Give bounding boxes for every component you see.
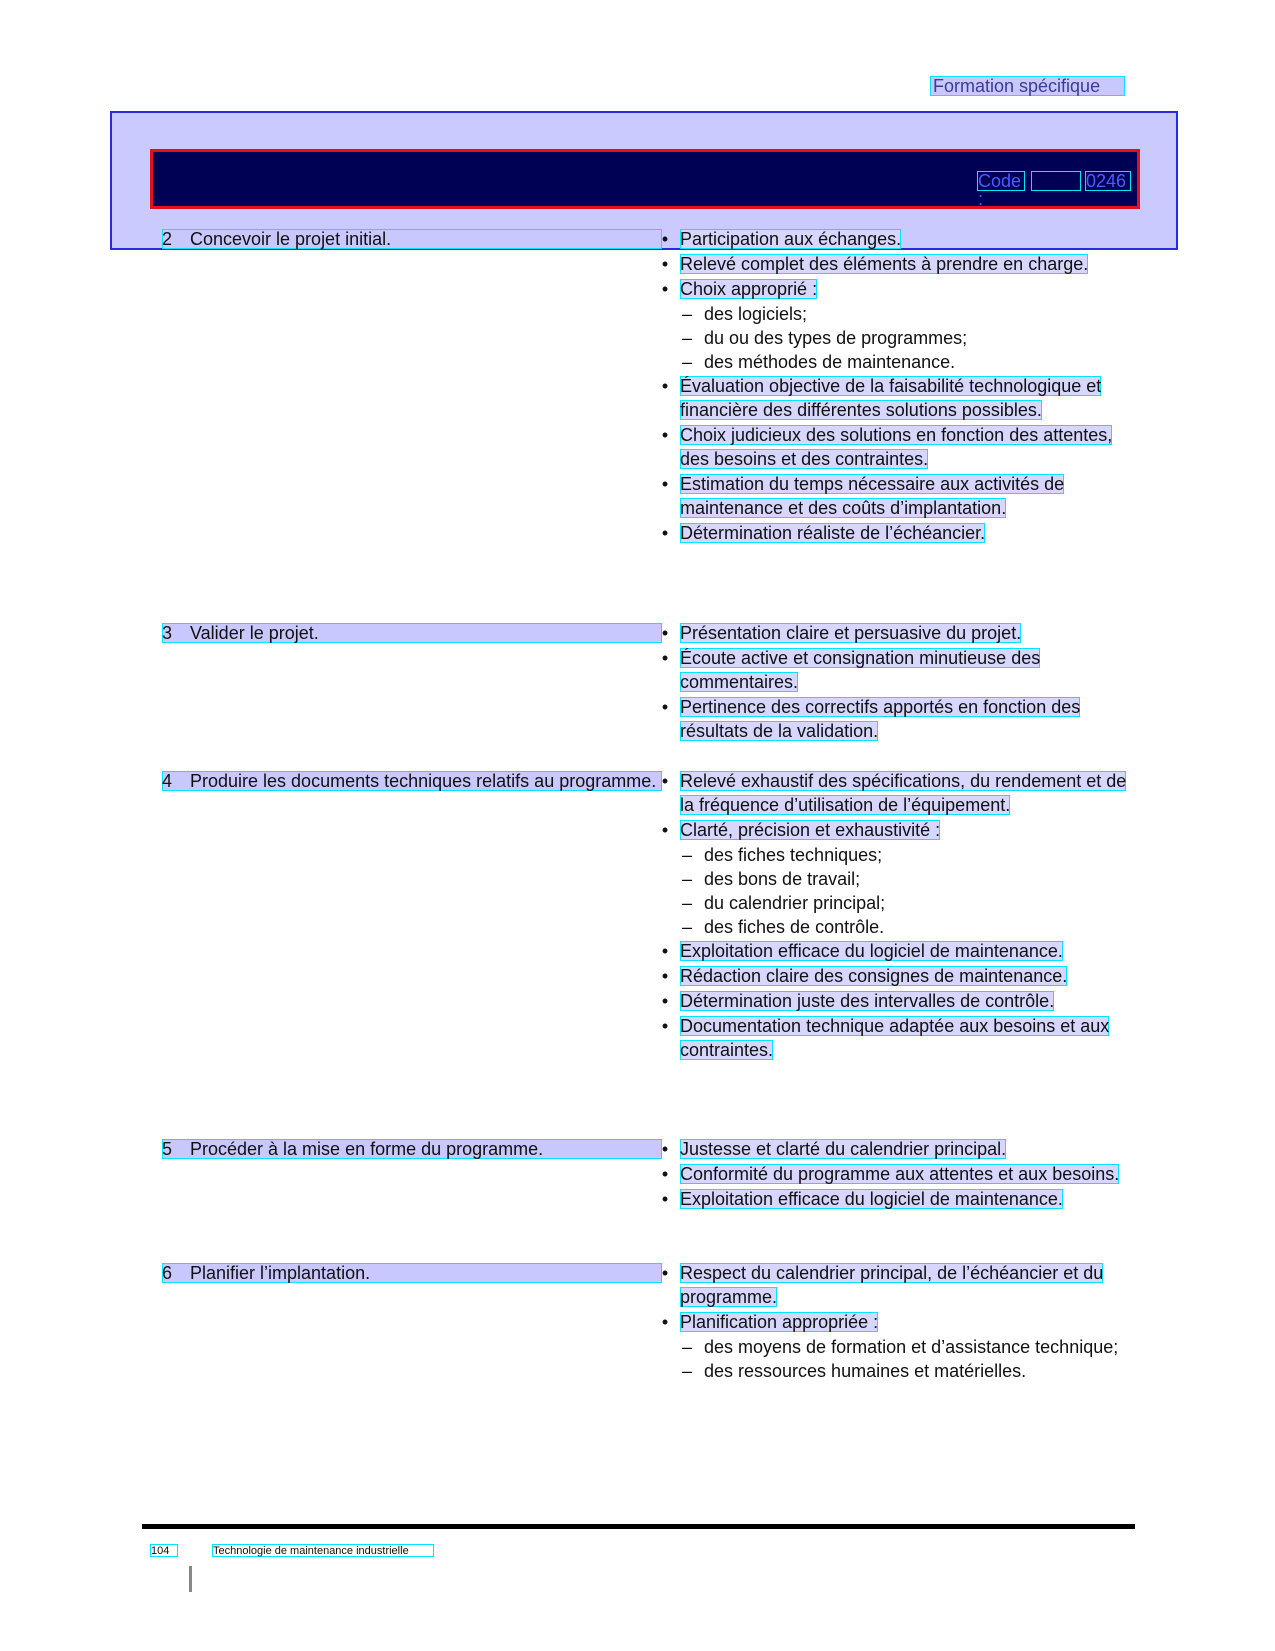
sub-criterion-item [658,867,1128,891]
bullet-icon: • [661,279,669,299]
criterion-text: Clarté, précision et exhaustivité : [680,820,941,840]
bullet-icon: • [661,474,669,494]
criterion-text: Détermination juste des intervalles de contrôle. [680,991,1055,1011]
sub-criterion-text: des logiciels; [704,304,808,324]
bullet-icon: • [661,966,669,986]
bullet-icon: • [661,425,669,445]
criterion-text: Documentation technique adaptée aux besoins et aux contraintes. [680,1016,1110,1060]
bullet-icon: • [661,1189,669,1209]
bullet-icon: • [661,1263,669,1283]
sub-criterion-item [658,350,1128,374]
dash-icon: – [682,328,693,348]
criteria-list [658,1261,1128,1383]
criterion-item [658,1137,1128,1161]
bullet-icon: • [661,1016,669,1036]
sub-criterion-item [658,302,1128,326]
section-label: Formation spécifique [930,76,1125,96]
bullet-icon: • [661,820,669,840]
criterion-text: Exploitation efficace du logiciel de maintenance. [680,941,1063,961]
sub-criterion-text: des méthodes de maintenance. [704,352,956,372]
sub-criterion-text: des moyens de formation et d’assistance technique; [704,1337,1119,1357]
criterion-item [658,374,1128,422]
criterion-item [658,1014,1128,1062]
criteria-list [658,1137,1128,1212]
criterion-item [658,252,1128,276]
bullet-icon: • [661,523,669,543]
dash-icon: – [682,893,693,913]
criterion-item [658,1162,1128,1186]
criterion-text: Choix judicieux des solutions en fonction des attentes, des besoins et des contraintes. [680,425,1113,469]
sub-criterion-text: des ressources humaines et matérielles. [704,1361,1027,1381]
bullet-icon: • [661,648,669,668]
code-value: 0246 [1085,171,1131,191]
sub-criterion-item [658,1359,1128,1383]
sub-criterion-text: des fiches techniques; [704,845,883,865]
bullet-icon: • [661,1164,669,1184]
criterion-item [658,818,1128,842]
criterion-item [658,621,1128,645]
criteria-list [658,621,1128,744]
criterion-item [658,939,1128,963]
dash-icon: – [682,869,693,889]
step-title: Procéder à la mise en forme du programme. [190,1139,544,1159]
criterion-text: Présentation claire et persuasive du projet. [680,623,1022,643]
sub-criterion-text: du ou des types de programmes; [704,328,968,348]
sub-criterion-item [658,915,1128,939]
dash-icon: – [682,845,693,865]
step-title: Planifier l’implantation. [190,1263,371,1283]
criterion-item [658,1187,1128,1211]
step-number: 6 [162,1263,173,1283]
criteria-list [658,769,1128,1063]
code-separator [1031,171,1081,191]
criterion-text: Respect du calendrier principal, de l’échéancier et du programme. [680,1263,1104,1307]
dash-icon: – [682,1361,693,1381]
criterion-text: Justesse et clarté du calendrier principal. [680,1139,1007,1159]
footer-mark [189,1566,192,1592]
step-number: 2 [162,229,173,249]
step-number: 3 [162,623,173,643]
criterion-item [658,1261,1128,1309]
criterion-item [658,964,1128,988]
bullet-icon: • [661,623,669,643]
sub-criterion-item [658,843,1128,867]
criterion-text: Détermination réaliste de l’échéancier. [680,523,986,543]
criterion-text: Participation aux échanges. [680,229,902,249]
sub-criterion-text: du calendrier principal; [704,893,886,913]
bullet-icon: • [661,376,669,396]
code-label: Code : [977,171,1025,191]
bullet-icon: • [661,1312,669,1332]
criterion-text: Choix approprié : [680,279,818,299]
criterion-item [658,521,1128,545]
criterion-text: Relevé complet des éléments à prendre en charge. [680,254,1089,274]
criterion-text: Relevé exhaustif des spécifications, du rendement et de la fréquence d’utilisation de l’équipement. [680,771,1127,815]
step-number: 5 [162,1139,173,1159]
criterion-text: Exploitation efficace du logiciel de maintenance. [680,1189,1063,1209]
step-title: Produire les documents techniques relatifs au programme. [190,771,657,791]
sub-criterion-item [658,326,1128,350]
step-title: Valider le projet. [190,623,319,643]
sub-criterion-item [658,1335,1128,1359]
criterion-item [658,472,1128,520]
criterion-text: Écoute active et consignation minutieuse des commentaires. [680,648,1041,692]
sub-criterion-item [658,891,1128,915]
criterion-item [658,1310,1128,1334]
dash-icon: – [682,917,693,937]
criterion-text: Pertinence des correctifs apportés en fonction des résultats de la validation. [680,697,1081,741]
dash-icon: – [682,1337,693,1357]
criterion-item [658,277,1128,301]
step-number: 4 [162,771,173,791]
footer-page-number: 104 [150,1544,178,1557]
sub-criterion-text: des fiches de contrôle. [704,917,885,937]
bullet-icon: • [661,697,669,717]
criterion-text: Rédaction claire des consignes de maintenance. [680,966,1068,986]
bullet-icon: • [661,254,669,274]
step-title: Concevoir le projet initial. [190,229,392,249]
criterion-item [658,423,1128,471]
bullet-icon: • [661,229,669,249]
criterion-item [658,695,1128,743]
dash-icon: – [682,304,693,324]
sub-criterion-text: des bons de travail; [704,869,861,889]
criterion-item [658,989,1128,1013]
bullet-icon: • [661,941,669,961]
criterion-text: Planification appropriée : [680,1312,879,1332]
criterion-text: Conformité du programme aux attentes et aux besoins. [680,1164,1120,1184]
criterion-text: Estimation du temps nécessaire aux activités de maintenance et des coûts d’implantation. [680,474,1065,518]
bullet-icon: • [661,1139,669,1159]
bullet-icon: • [661,771,669,791]
criterion-item [658,769,1128,817]
dash-icon: – [682,352,693,372]
footer-doc-title: Technologie de maintenance industrielle [212,1544,434,1557]
criterion-item [658,227,1128,251]
criterion-text: Évaluation objective de la faisabilité technologique et financière des différentes solutions possibles. [680,376,1102,420]
bullet-icon: • [661,991,669,1011]
criteria-list [658,227,1128,546]
criterion-item [658,646,1128,694]
footer-rule [142,1524,1135,1529]
